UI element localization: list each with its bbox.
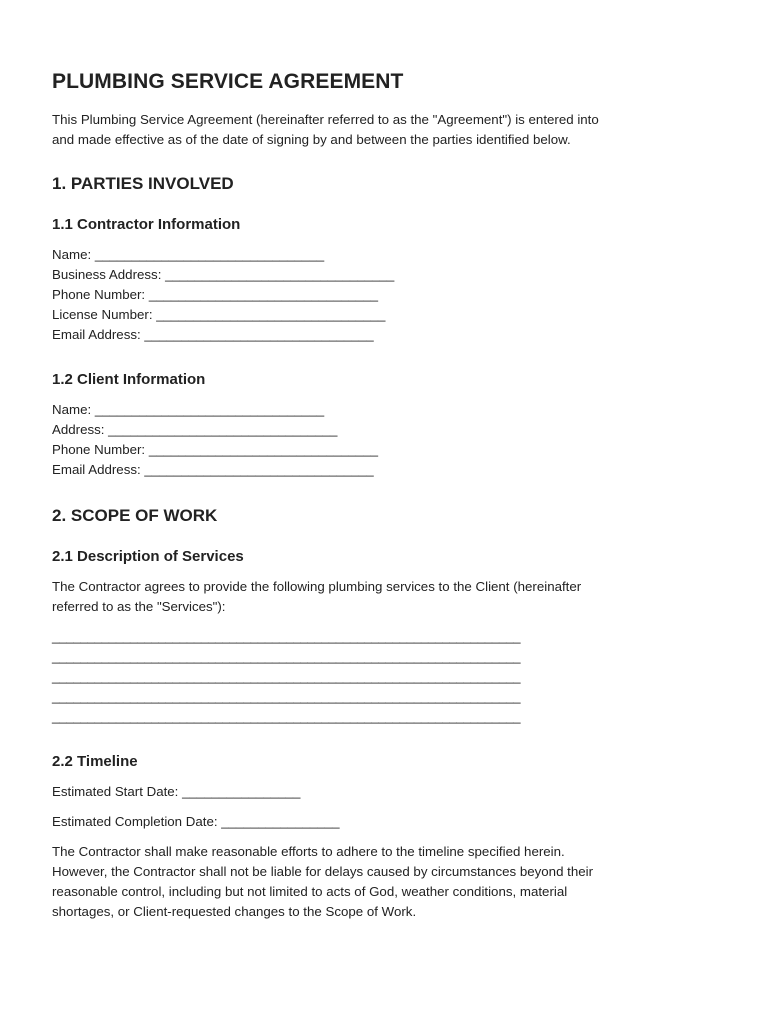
services-paragraph bbox=[52, 577, 702, 617]
subsection-heading-client: 1.2 Client Information bbox=[52, 371, 206, 388]
services-blank-line[interactable]: __________________________________________________________________ bbox=[52, 669, 521, 684]
intro-line: This Plumbing Service Agreement (hereinafter referred to as the "Agreement") is entered into bbox=[52, 112, 599, 127]
timeline-line: The Contractor shall make reasonable efforts to adhere to the timeline specified herein. bbox=[52, 844, 565, 859]
services-line: referred to as the "Services"): bbox=[52, 599, 226, 614]
contractor-fields bbox=[52, 245, 702, 345]
services-blank-line[interactable]: __________________________________________________________________ bbox=[52, 649, 521, 664]
contractor-license-field[interactable]: License Number: _______________________________ bbox=[52, 307, 386, 322]
services-blank-line[interactable]: __________________________________________________________________ bbox=[52, 709, 521, 724]
subsection-heading-timeline: 2.2 Timeline bbox=[52, 753, 138, 770]
timeline-line: However, the Contractor shall not be liable for delays caused by circumstances beyond their bbox=[52, 864, 594, 879]
contractor-email-field[interactable]: Email Address: _______________________________ bbox=[52, 327, 374, 342]
contractor-phone-field[interactable]: Phone Number: _______________________________ bbox=[52, 287, 379, 302]
subsection-heading-contractor: 1.1 Contractor Information bbox=[52, 216, 241, 233]
client-fields bbox=[52, 400, 702, 480]
client-name-field[interactable]: Name: _______________________________ bbox=[52, 402, 325, 417]
services-blank-line[interactable]: __________________________________________________________________ bbox=[52, 689, 521, 704]
intro-line: and made effective as of the date of signing by and between the parties identified below. bbox=[52, 132, 571, 147]
services-blank-lines bbox=[52, 627, 702, 727]
client-phone-field[interactable]: Phone Number: _______________________________ bbox=[52, 442, 379, 457]
timeline-line: shortages, or Client-requested changes to the Scope of Work. bbox=[52, 904, 417, 919]
timeline-line: reasonable control, including but not limited to acts of God, weather conditions, material bbox=[52, 884, 568, 899]
contractor-business-address-field[interactable]: Business Address: _______________________________ bbox=[52, 267, 395, 282]
section-heading-scope: 2. SCOPE OF WORK bbox=[52, 506, 218, 525]
section-heading-parties: 1. PARTIES INVOLVED bbox=[52, 174, 234, 193]
start-date-field[interactable]: Estimated Start Date: ________________ bbox=[52, 784, 301, 799]
document-page bbox=[52, 70, 702, 922]
services-line: The Contractor agrees to provide the following plumbing services to the Client (hereinafter bbox=[52, 579, 582, 594]
subsection-heading-services: 2.1 Description of Services bbox=[52, 548, 244, 565]
timeline-paragraph bbox=[52, 842, 702, 922]
completion-date-field[interactable]: Estimated Completion Date: ________________ bbox=[52, 814, 340, 829]
document-title: PLUMBING SERVICE AGREEMENT bbox=[52, 70, 404, 93]
intro-paragraph bbox=[52, 110, 702, 150]
client-address-field[interactable]: Address: _______________________________ bbox=[52, 422, 338, 437]
client-email-field[interactable]: Email Address: _______________________________ bbox=[52, 462, 374, 477]
contractor-name-field[interactable]: Name: _______________________________ bbox=[52, 247, 325, 262]
services-blank-line[interactable]: __________________________________________________________________ bbox=[52, 629, 521, 644]
